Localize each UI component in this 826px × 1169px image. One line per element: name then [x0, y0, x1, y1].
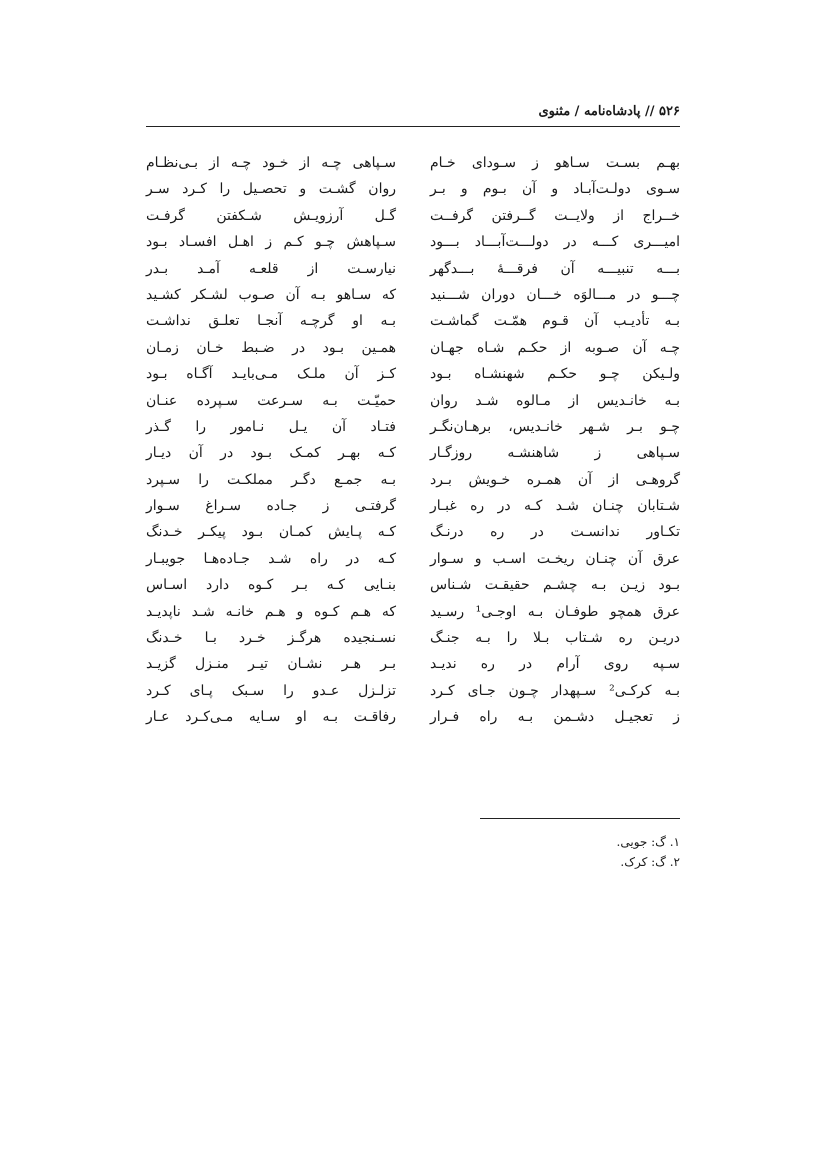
verse-line: بـود زیـن بـه چشـم حقیقـت شـناس	[430, 577, 680, 594]
verse-line: کـه بهـر کمـک بـود در آن دیـار	[146, 445, 396, 462]
verse-line: سـپه روی آرام در ره ندیـد	[430, 656, 680, 673]
verse-line: چـو بـر شـهر خانـدیس، برهـان‌نگـر	[430, 418, 680, 435]
verse-line: چـه آن صـوبه از حکـم شـاه جهـان	[430, 339, 680, 356]
footnote-2: ۲. گ: کرک.	[620, 855, 680, 869]
verse-line: بـه تأدیـب آن قـوم همّـت گماشـت	[430, 313, 680, 330]
verse-line: روان گشـت و تحصـیل را کـرد سـر	[146, 181, 396, 198]
verse-line: سـوی دولـت‌آبـاد و آن بـوم و بـر	[430, 181, 680, 198]
verse-line: بـه خانـدیس از مـالوه شـد روان	[430, 392, 680, 409]
verse-column-left	[146, 150, 396, 731]
verse-line: بـه او گرچـه آنجـا تعلـق نداشـت	[146, 313, 396, 330]
footnotes	[380, 832, 680, 872]
verse-line: گـل آرزویـش شـکفتن گرفـت	[146, 207, 396, 224]
verse-line: بـر هـر نشـان تیـر منـزل گزیـد	[146, 656, 396, 673]
header-rule	[146, 126, 680, 127]
verse-line: بهـم بسـت سـاهو ز سـودای خـام	[430, 155, 680, 171]
verse-line: سـپاهی چـه از خـود چـه از بـی‌نظـام	[146, 155, 396, 171]
verse-line: ز تعجیـل دشـمن بـه راه فـرار	[430, 709, 680, 726]
verse-line: همـین بـود در ضـبط خـان زمـان	[146, 339, 396, 356]
verse-line: فتـاد آن یـل نـامور را گـذر	[146, 418, 396, 435]
verse-line: تکـاور ندانسـت در ره درنـگ	[430, 524, 680, 541]
verse-line: بـه کرکـی² سـپهدار چـون جـای کـرد	[430, 682, 680, 699]
verse-line: گرفتـی ز جـاده سـراغ سـوار	[146, 498, 396, 515]
verse-line: تزلـزل عـدو را سـبک پـای کـرد	[146, 682, 396, 699]
verse-line: که سـاهو بـه آن صـوب لشـکر کشـید	[146, 286, 396, 303]
verse-line: رفاقـت بـه او سـایه مـی‌کـرد عـار	[146, 709, 396, 726]
verse-line: دریـن ره شـتاب بـلا را بـه جنـگ	[430, 630, 680, 647]
verse-line: نیارسـت از قلعـه آمـد بـدر	[146, 260, 396, 277]
verse-line: حمیّـت بـه سـرعت سـپرده عنـان	[146, 392, 396, 409]
verse-line: سـپاهی ز شاهنشـه روزگـار	[430, 445, 680, 462]
verse-line: ولـیکن چـو حکـم شهنشـاه بـود	[430, 366, 680, 383]
verse-line: نسـنجیده هرگـز خـرد بـا خـدنگ	[146, 630, 396, 647]
verse-line: کـه پـایش کمـان بـود پیکـر خـدنگ	[146, 524, 396, 541]
verse-line: گروهـی از آن همـره خـویش بـرد	[430, 471, 680, 488]
footnote-1: ۱. گ: جویی.	[616, 835, 680, 849]
verse-line: عرق آن چنـان ریخـت اسـب و سـوار	[430, 550, 680, 567]
verse-line: بـه جمـع دگـر مملکـت را سـپرد	[146, 471, 396, 488]
verse-line: بـــه تنبیـــه آن فرقـــهٔ بـــدگهر	[430, 260, 680, 277]
footnote-rule	[480, 818, 680, 819]
verse-line: خــراج از ولایــت گــرفتن گرفــت	[430, 207, 680, 224]
verse-line: سـپاهش چـو کـم ز اهـل افسـاد بـود	[146, 234, 396, 251]
verse-line: که هـم کـوه و هـم خانـه شـد ناپدیـد	[146, 603, 396, 620]
verse-line: بنـایی کـه بـر کـوه دارد اسـاس	[146, 577, 396, 594]
verse-column-right	[430, 150, 680, 731]
verse-line: شـتابان چنـان شـد کـه در ره غبـار	[430, 498, 680, 515]
verse-line: چـــو در مـــالوَه خـــان دوران شـــنید	[430, 286, 680, 303]
verse-line: کـه در راه شـد جـاده‌هـا جویبـار	[146, 550, 396, 567]
verse-line: کـز آن ملـک مـی‌بایـد آگـاه بـود	[146, 366, 396, 383]
verse-line: عرق همچو طوفـان بـه اوجـی¹ رسـید	[430, 603, 680, 620]
running-head: ۵۲۶ // پادشاه‌نامه / مثنوی	[538, 104, 680, 119]
verse-line: امیـــری کـــه در دولـــت‌آبـــاد بـــود	[430, 234, 680, 251]
